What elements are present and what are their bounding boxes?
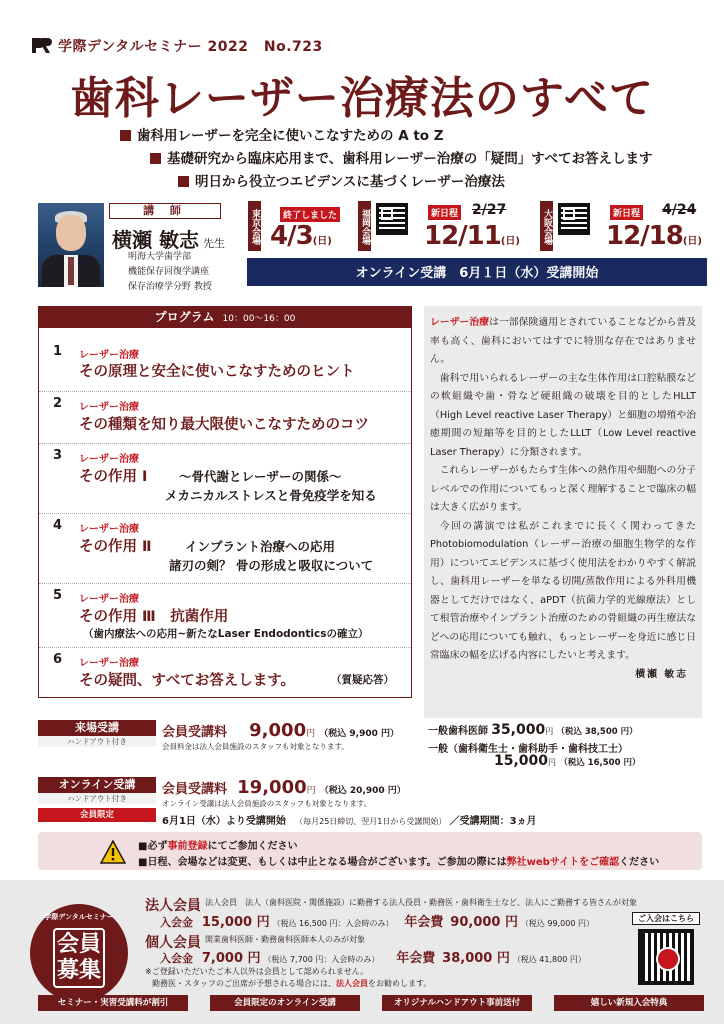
benefit-3: オリジナルハンドアウト事前送付: [382, 995, 532, 1011]
venue-label: 東京会場: [248, 201, 261, 251]
online-fee-label: オンライン受講: [38, 777, 156, 793]
description-paragraph: 歯科で用いられるレーザーの主な生体作用は口腔粘膜などの軟組織や歯・骨など硬組織の破壊を目的としたHLLT（High Level reactive Laser Therapy）と細胞の増殖や治癒期間の短縮等を目的としたLLLT（Low Level reactive Laser Therapy）に分類されます。: [430, 372, 696, 458]
warning-icon: [100, 840, 126, 864]
description-panel: [424, 306, 702, 718]
bullet-1: 歯科用レーザーを完全に使いこなすための A to Z: [120, 124, 444, 144]
qr-code-icon[interactable]: [558, 203, 590, 235]
corp-fee-row: 入会金 15,000 円 （税込 16,500 円：入会時のみ） 年会費 90,000 円 （税込 99,000 円）: [160, 915, 594, 930]
notice-line-2: ■日程、会場などは変更、もしくは中止となる場合がございます。ご参加の際には弊社webサイトをご確認ください: [138, 857, 660, 868]
online-member-fee: 会員受講料 19,000円 （税込 20,900 円）: [162, 777, 406, 798]
venue-old-date: 2/27: [472, 202, 507, 218]
lecturer-name: 横瀬 敏志 先生: [112, 228, 225, 252]
brand-name: 学際デンタルセミナー 2022: [58, 39, 249, 55]
program-header: プログラム 10：00〜16：00: [38, 306, 412, 328]
venue-status: 新日程: [610, 205, 643, 220]
bullet-3: 明日から役立つエビデンスに基づくレーザー治療法: [178, 170, 505, 190]
corp-member-label: 法人会員: [145, 898, 201, 914]
general-dentist-fee: 一般歯科医師 35,000円 （税込 38,500 円）: [428, 722, 638, 738]
notice-line-1: ■必ず事前登録にてご参加ください: [138, 841, 298, 852]
brand-logo-icon: [30, 36, 52, 54]
individual-member-desc: 開業歯科医師・勤務歯科医師本人のみが対象: [205, 935, 365, 944]
corp-member-desc: 法人会員 法人（歯科医院・関係施設）に勤務する法人役員・勤務医・歯科衛生士など、法人にご勤務する皆さんが対象: [205, 898, 637, 907]
signature: 横瀬 敏志: [635, 668, 688, 680]
benefit-1: セミナー・実習受講料が割引: [38, 995, 188, 1011]
venue-fukuoka: [358, 201, 528, 253]
venue-label: 福岡会場: [358, 201, 371, 251]
lecturer-label: 講 師: [109, 203, 221, 219]
venue-fee-label: 来場受講: [38, 720, 156, 736]
membership-note-1: ※ご登録いただいたご本人以外は会員として認められません。: [145, 967, 369, 976]
venue-date: 12/18(日): [606, 221, 702, 251]
individual-member-label: 個人会員: [145, 935, 201, 951]
venue-status: 新日程: [428, 205, 461, 220]
page-title: 歯科レーザー治療法のすべて: [69, 73, 655, 124]
join-qr-label: ご入会はこちら: [632, 912, 700, 925]
program-item: 4 レーザー治療 その作用 Ⅱ インプラント治療への応用 諸刃の剣？ 骨の形成と吸収について: [39, 514, 411, 584]
venue-osaka: [540, 201, 710, 253]
program-item: 6 レーザー治療 その疑問、すべてお答えします。 （質疑応答）: [53, 652, 394, 689]
lecturer-affiliation-2: 機能保存回復学講座: [128, 267, 210, 277]
members-only-badge: 会員限定: [38, 808, 156, 822]
lecturer-affiliation-1: 明海大学歯学部: [128, 252, 192, 262]
general-other-label: 一般（歯科衛生士・歯科助手・歯科技工士）: [428, 744, 628, 755]
join-qr-code-icon[interactable]: [638, 929, 694, 985]
program-item: 1 レーザー治療 その原理と安全に使いこなすためのヒント: [39, 344, 411, 392]
description-paragraph: これらレーザーがもたらす生体への熱作用や細胞への分子レベルでの作用についてもっと深く理解することで臨床の幅は大きく広がります。: [430, 465, 696, 513]
membership-emblem: 学際デンタルセミナー 会員募集: [30, 904, 128, 1002]
seminar-number: No.723: [263, 39, 323, 55]
venue-member-fee: 会員受講料 9,000円 （税込 9,900 円）: [162, 720, 399, 741]
lecturer-affiliation-3: 保存治療学分野 教授: [128, 282, 212, 292]
individual-fee-row: 入会金 7,000 円 （税込 7,700 円：入会時のみ） 年会費 38,000 円 （税込 41,800 円）: [160, 951, 586, 966]
online-start: 6月1日（水）より受講開始 （毎月25日締切、翌月1日から受講開始） ／受講期間：3ヵ月: [162, 816, 537, 827]
venue-label: 大阪会場: [540, 201, 553, 251]
venue-date: 12/11(日): [424, 221, 520, 251]
venue-old-date: 4/24: [662, 202, 697, 218]
description-paragraph: レーザー治療は一部保険適用とされていることなどから普及率も高く、歯科においてはすでに特別な存在ではありません。: [430, 317, 697, 365]
brand-line: [58, 36, 323, 56]
lecturer-photo: [38, 203, 104, 287]
program-list: [38, 328, 412, 698]
program-item: 3 レーザー治療 その作用 Ⅰ 〜骨代謝とレーザーの関係〜 メカニカルストレスと骨免疫学を知る: [39, 444, 411, 514]
online-fee-sub: ハンドアウト付き: [38, 793, 156, 804]
membership-note-2: 勤務医・スタッフのご出席が予想される場合には、法人会員をお勧めします。: [152, 979, 432, 988]
qr-code-icon[interactable]: [376, 203, 408, 235]
benefit-4: 嬉しい新規入会特典: [554, 995, 704, 1011]
venue-status: 終了しました: [280, 207, 340, 222]
venue-member-note: 会員料金は法人会員施設のスタッフも対象となります。: [162, 742, 349, 751]
venue-fee-sub: ハンドアウト付き: [38, 736, 156, 747]
bullet-2: 基礎研究から臨床応用まで、歯科用レーザー治療の「疑問」すべてお答えします: [150, 147, 652, 167]
description-paragraph: 今回の講演では私がこれまでに長くく関わってきたPhotobiomodulation（レーザー治療の細胞生物学的な作用）についてエビデンスに基づく使用法をわかりやすく解説し、歯科用レーザーを単なる切開/蒸散作用による外科用機器としてだけではなく、aPDT（抗菌力学的光線療法）として根管治療やインプラント治療のための骨組織の再生療法などへの応用についても触れ、もっとレーザーを身近に感じ日常臨床の幅を広げる内容にしたいと考えます。: [430, 520, 696, 661]
online-banner: オンライン受講 6月１日（水）受講開始: [248, 259, 706, 285]
online-member-note: オンライン受講は法人会員施設のスタッフも対象となります。: [162, 799, 372, 808]
benefit-2: 会員限定のオンライン受講: [210, 995, 360, 1011]
general-other-fee: 15,000円 （税込 16,500 円）: [494, 753, 641, 769]
venue-date: 4/3(日): [270, 221, 332, 251]
program-item: 5 レーザー治療 その作用 Ⅲ 抗菌作用 （歯内療法への応用~新たなLaser Endodonticsの確立）: [39, 584, 411, 648]
venue-tokyo: [248, 201, 348, 253]
program-item: 2 レーザー治療 その種類を知り最大限使いこなすためのコツ: [39, 392, 411, 444]
